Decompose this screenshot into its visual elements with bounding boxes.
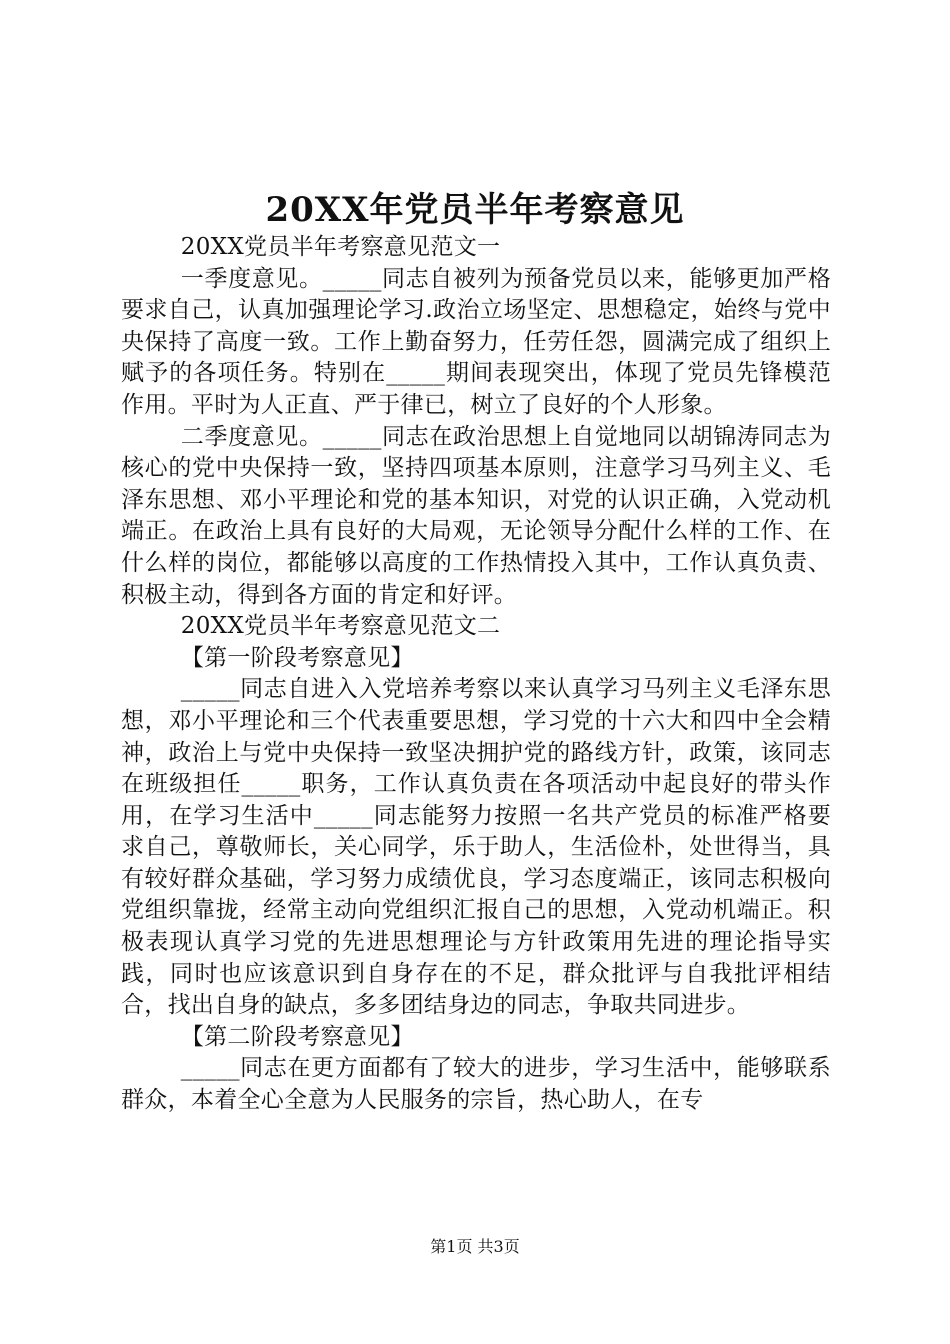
paragraph-stage-two: _____同志在更方面都有了较大的进步，学习生活中，能够联系群众，本着全心全意为人民服务的宗旨，热心助人，在专 [121, 1055, 831, 1114]
subheading-stage-one: 【第一阶段考察意见】 [180, 644, 414, 671]
section-heading-sample-two: 20XX党员半年考察意见范文二 [180, 613, 501, 640]
paragraph-stage-one: _____同志自进入入党培养考察以来认真学习马列主义毛泽东思想，邓小平理论和三个代表重要思想，学习党的十六大和四中全会精神，政治上与党中央保持一致坚决拥护党的路线方针，政策，该同志在班级担任_____职务，工作认真负责在各项活动中起良好的带头作用，在学习生活中_____同志能努力按照一名共产党员的标准严格要求自己，尊敬师长，关心同学，乐于助人，生活俭朴，处世得当，具有较好群众基础，学习努力成绩优良，学习态度端正，该同志积极向党组织靠拢，经常主动向党组织汇报自己的思想，入党动机端正。积极表现认真学习党的先进思想理论与方针政策用先进的理论指导实践，同时也应该意识到自身存在的不足，群众批评与自我批评相结合，找出自身的缺点，多多团结身边的同志，争取共同进步。 [121, 676, 831, 1019]
section-heading-sample-one: 20XX党员半年考察意见范文一 [180, 234, 501, 260]
paragraph-first-quarter: 一季度意见。_____同志自被列为预备党员以来，能够更加严格要求自己，认真加强理论学习.政治立场坚定、思想稳定，始终与党中央保持了高度一致。工作上勤奋努力，任劳任怨，圆满完成了组织上赋予的各项任务。特别在_____期间表现突出，体现了党员先锋模范作用。平时为人正直、严于律已，树立了良好的个人形象。 [121, 265, 831, 418]
paragraph-second-quarter: 二季度意见。_____同志在政治思想上自觉地同以胡锦涛同志为核心的党中央保持一致，坚持四项基本原则，注意学习马列主义、毛泽东思想、邓小平理论和党的基本知识，对党的认识正确，入党动机端正。在政治上具有良好的大局观，无论领导分配什么样的工作、在什么样的岗位，都能够以高度的工作热情投入其中，工作认真负责、积极主动，得到各方面的肯定和好评。 [121, 423, 831, 608]
page-number-footer: 第1页 共3页 [430, 1237, 520, 1256]
document-title: 20XX年党员半年考察意见 [265, 190, 685, 230]
subheading-stage-two: 【第二阶段考察意见】 [180, 1023, 414, 1050]
document-body [121, 232, 831, 1117]
